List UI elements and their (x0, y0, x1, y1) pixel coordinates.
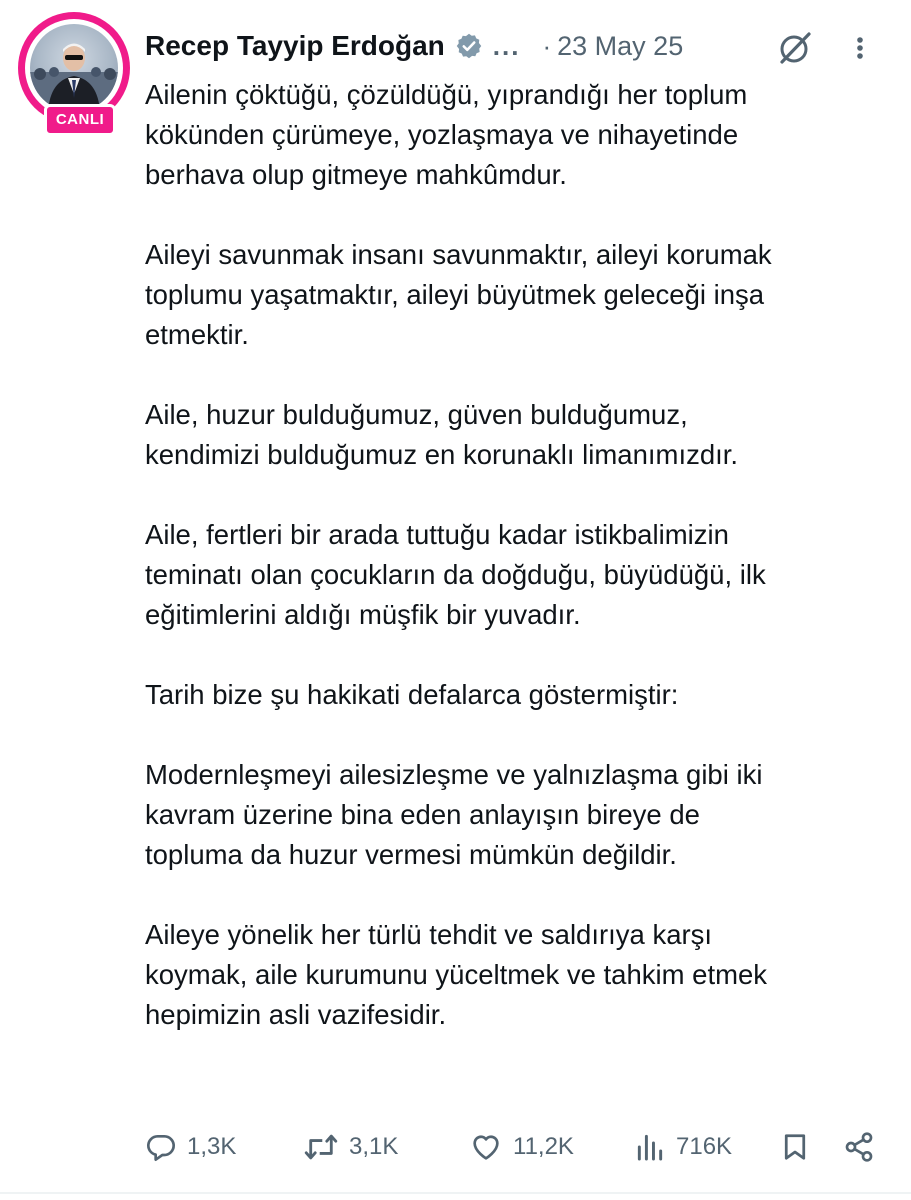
post-paragraph: Aile, fertleri bir arada tuttuğu kadar istikbalimizin teminatı olan çocukların da doğduğu, büyüdüğü, ilk eğitimlerini aldığı müşfik bir yuvadır. (145, 519, 766, 630)
bookmark-icon (780, 1131, 810, 1163)
repost-button[interactable] (303, 1125, 398, 1169)
heart-icon (469, 1131, 503, 1163)
repost-icon (303, 1131, 339, 1163)
avatar[interactable] (18, 12, 136, 130)
post-text (145, 75, 890, 1035)
bookmark-button[interactable] (780, 1125, 810, 1169)
repost-count: 3,1K (349, 1133, 399, 1160)
reply-count: 1,3K (187, 1133, 237, 1160)
views-icon (634, 1131, 666, 1163)
avatar-photo (30, 24, 118, 112)
divider (0, 1192, 911, 1194)
reply-button[interactable] (145, 1125, 236, 1169)
share-button[interactable] (843, 1125, 875, 1169)
post-paragraph: Aileyi savunmak insanı savunmaktır, aileyi korumak toplumu yaşatmaktır, aileyi büyütmek geleceği inşa etmektir. (145, 239, 772, 350)
like-count: 11,2K (513, 1133, 574, 1160)
reply-icon (145, 1131, 177, 1163)
post-paragraph: Ailenin çöktüğü, çözüldüğü, yıprandığı her toplum kökünden çürümeye, yozlaşmaya ve nihayetinde berhava olup gitmeye mahkûmdur. (145, 79, 748, 190)
post-paragraph: Modernleşmeyi ailesizleşme ve yalnızlaşma gibi iki kavram üzerine bina eden anlayışın bireye de topluma da huzur vermesi mümkün değildir. (145, 759, 763, 870)
post-date[interactable]: 23 May 25 (557, 30, 684, 61)
live-badge: CANLI (44, 104, 116, 136)
views-button[interactable] (634, 1125, 732, 1169)
more-icon[interactable] (850, 36, 870, 60)
action-bar (0, 1125, 911, 1169)
post-paragraph: Aileye yönelik her türlü tehdit ve saldırıya karşı koymak, aile kurumunu yüceltmek ve tahkim etmek hepimizin asli vazifesidir. (145, 919, 768, 1030)
views-count: 716K (676, 1133, 733, 1160)
avatar-person-icon (30, 24, 118, 112)
name-truncation: ... (492, 30, 521, 61)
date-separator: · (542, 30, 552, 61)
like-button[interactable] (469, 1125, 574, 1169)
share-icon (843, 1131, 875, 1163)
verified-badge-icon[interactable] (455, 32, 483, 60)
post-paragraph: Aile, huzur bulduğumuz, güven bulduğumuz, kendimizi bulduğumuz en korunaklı limanımızdır. (145, 399, 739, 470)
grok-icon[interactable] (775, 28, 815, 68)
post-paragraph: Tarih bize şu hakikati defalarca göstermiştir: (145, 679, 679, 710)
display-name[interactable]: Recep Tayyip Erdoğan (145, 30, 445, 61)
